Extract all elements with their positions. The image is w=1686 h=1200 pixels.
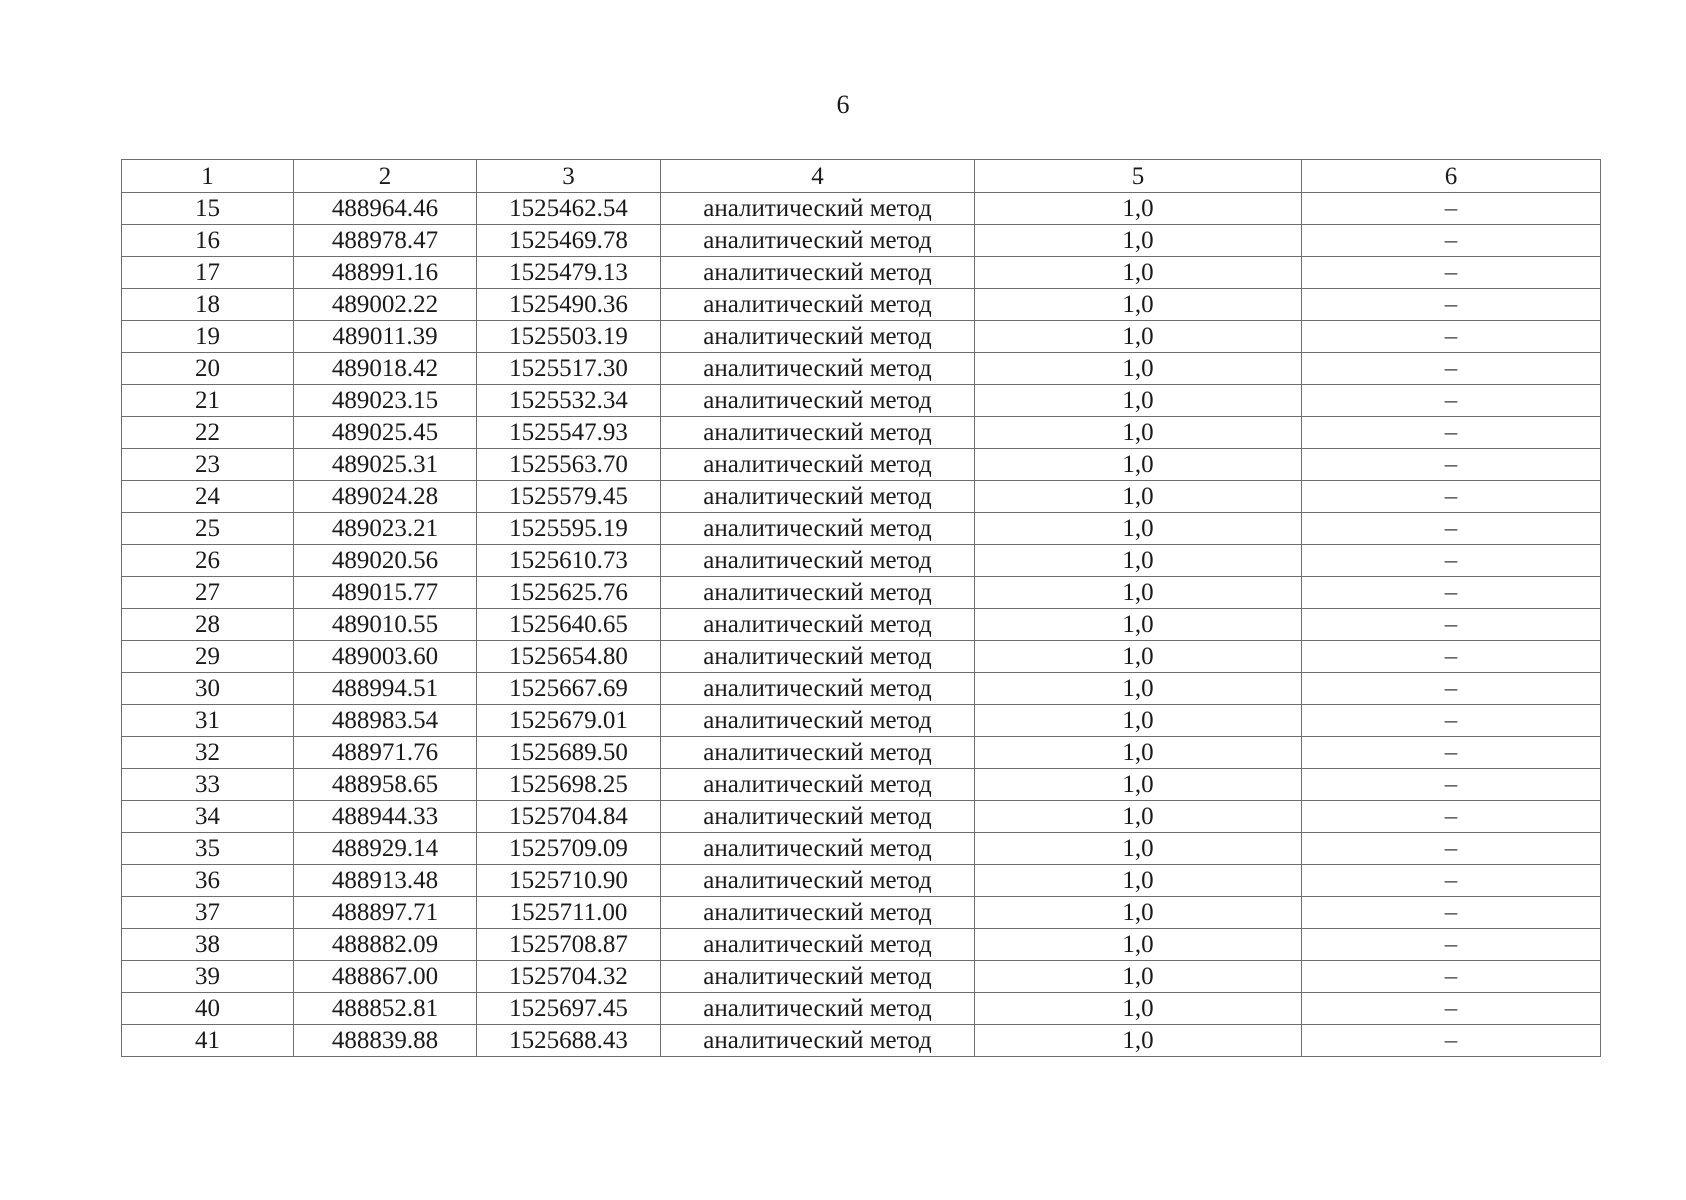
description-cell: –	[1302, 417, 1601, 449]
accuracy-cell: 1,0	[975, 321, 1302, 353]
accuracy-cell: 1,0	[975, 705, 1302, 737]
accuracy-cell: 1,0	[975, 225, 1302, 257]
accuracy-cell: 1,0	[975, 673, 1302, 705]
x-coordinate-cell: 489011.39	[294, 321, 477, 353]
x-coordinate-cell: 489025.31	[294, 449, 477, 481]
description-cell: –	[1302, 929, 1601, 961]
method-cell: аналитический метод	[661, 289, 975, 321]
point-number-cell: 28	[122, 609, 294, 641]
description-cell: –	[1302, 961, 1601, 993]
x-coordinate-cell: 488971.76	[294, 737, 477, 769]
method-cell: аналитический метод	[661, 321, 975, 353]
y-coordinate-cell: 1525698.25	[477, 769, 661, 801]
description-cell: –	[1302, 993, 1601, 1025]
x-coordinate-cell: 488944.33	[294, 801, 477, 833]
accuracy-cell: 1,0	[975, 417, 1302, 449]
x-coordinate-cell: 489024.28	[294, 481, 477, 513]
accuracy-cell: 1,0	[975, 865, 1302, 897]
x-coordinate-cell: 489018.42	[294, 353, 477, 385]
x-coordinate-cell: 489010.55	[294, 609, 477, 641]
table-row	[122, 225, 1601, 257]
accuracy-cell: 1,0	[975, 961, 1302, 993]
table-row	[122, 737, 1601, 769]
table-row	[122, 929, 1601, 961]
y-coordinate-cell: 1525503.19	[477, 321, 661, 353]
point-number-cell: 26	[122, 545, 294, 577]
table-row	[122, 897, 1601, 929]
x-coordinate-cell: 488978.47	[294, 225, 477, 257]
x-coordinate-cell: 488867.00	[294, 961, 477, 993]
method-cell: аналитический метод	[661, 705, 975, 737]
method-cell: аналитический метод	[661, 641, 975, 673]
method-cell: аналитический метод	[661, 193, 975, 225]
method-cell: аналитический метод	[661, 449, 975, 481]
point-number-cell: 32	[122, 737, 294, 769]
y-coordinate-cell: 1525610.73	[477, 545, 661, 577]
x-coordinate-cell: 488991.16	[294, 257, 477, 289]
method-cell: аналитический метод	[661, 1025, 975, 1057]
y-coordinate-cell: 1525640.65	[477, 609, 661, 641]
accuracy-cell: 1,0	[975, 993, 1302, 1025]
point-number-cell: 40	[122, 993, 294, 1025]
table-row	[122, 833, 1601, 865]
y-coordinate-cell: 1525704.32	[477, 961, 661, 993]
method-cell: аналитический метод	[661, 513, 975, 545]
x-coordinate-cell: 489023.15	[294, 385, 477, 417]
y-coordinate-cell: 1525654.80	[477, 641, 661, 673]
description-cell: –	[1302, 513, 1601, 545]
accuracy-cell: 1,0	[975, 449, 1302, 481]
x-coordinate-cell: 488852.81	[294, 993, 477, 1025]
accuracy-cell: 1,0	[975, 641, 1302, 673]
method-cell: аналитический метод	[661, 609, 975, 641]
accuracy-cell: 1,0	[975, 385, 1302, 417]
accuracy-cell: 1,0	[975, 801, 1302, 833]
accuracy-cell: 1,0	[975, 545, 1302, 577]
x-coordinate-cell: 489002.22	[294, 289, 477, 321]
y-coordinate-cell: 1525547.93	[477, 417, 661, 449]
table-row	[122, 641, 1601, 673]
description-cell: –	[1302, 705, 1601, 737]
accuracy-cell: 1,0	[975, 577, 1302, 609]
method-cell: аналитический метод	[661, 353, 975, 385]
y-coordinate-cell: 1525711.00	[477, 897, 661, 929]
description-cell: –	[1302, 193, 1601, 225]
table-body	[122, 193, 1601, 1057]
y-coordinate-cell: 1525595.19	[477, 513, 661, 545]
table-row	[122, 769, 1601, 801]
x-coordinate-cell: 489023.21	[294, 513, 477, 545]
y-coordinate-cell: 1525689.50	[477, 737, 661, 769]
x-coordinate-cell: 488913.48	[294, 865, 477, 897]
table-row	[122, 321, 1601, 353]
method-cell: аналитический метод	[661, 929, 975, 961]
y-coordinate-cell: 1525490.36	[477, 289, 661, 321]
table-row	[122, 257, 1601, 289]
description-cell: –	[1302, 353, 1601, 385]
description-cell: –	[1302, 641, 1601, 673]
column-header-3: 3	[477, 160, 661, 193]
column-header-5: 5	[975, 160, 1302, 193]
table-row	[122, 385, 1601, 417]
y-coordinate-cell: 1525709.09	[477, 833, 661, 865]
column-header-1: 1	[122, 160, 294, 193]
x-coordinate-cell: 489025.45	[294, 417, 477, 449]
table-row	[122, 417, 1601, 449]
point-number-cell: 24	[122, 481, 294, 513]
point-number-cell: 35	[122, 833, 294, 865]
accuracy-cell: 1,0	[975, 609, 1302, 641]
description-cell: –	[1302, 801, 1601, 833]
x-coordinate-cell: 489015.77	[294, 577, 477, 609]
y-coordinate-cell: 1525579.45	[477, 481, 661, 513]
y-coordinate-cell: 1525708.87	[477, 929, 661, 961]
method-cell: аналитический метод	[661, 577, 975, 609]
description-cell: –	[1302, 385, 1601, 417]
description-cell: –	[1302, 289, 1601, 321]
table-row	[122, 513, 1601, 545]
point-number-cell: 29	[122, 641, 294, 673]
accuracy-cell: 1,0	[975, 481, 1302, 513]
point-number-cell: 21	[122, 385, 294, 417]
y-coordinate-cell: 1525697.45	[477, 993, 661, 1025]
column-header-4: 4	[661, 160, 975, 193]
x-coordinate-cell: 488994.51	[294, 673, 477, 705]
point-number-cell: 15	[122, 193, 294, 225]
table-row	[122, 1025, 1601, 1057]
method-cell: аналитический метод	[661, 673, 975, 705]
column-header-6: 6	[1302, 160, 1601, 193]
accuracy-cell: 1,0	[975, 289, 1302, 321]
point-number-cell: 36	[122, 865, 294, 897]
coordinates-table	[121, 159, 1601, 1057]
x-coordinate-cell: 488983.54	[294, 705, 477, 737]
x-coordinate-cell: 488964.46	[294, 193, 477, 225]
table-row	[122, 673, 1601, 705]
page-number: 6	[836, 90, 850, 119]
method-cell: аналитический метод	[661, 897, 975, 929]
x-coordinate-cell: 489003.60	[294, 641, 477, 673]
method-cell: аналитический метод	[661, 769, 975, 801]
x-coordinate-cell: 488897.71	[294, 897, 477, 929]
description-cell: –	[1302, 449, 1601, 481]
point-number-cell: 39	[122, 961, 294, 993]
point-number-cell: 22	[122, 417, 294, 449]
point-number-cell: 16	[122, 225, 294, 257]
table-row	[122, 193, 1601, 225]
y-coordinate-cell: 1525679.01	[477, 705, 661, 737]
point-number-cell: 31	[122, 705, 294, 737]
table-row	[122, 609, 1601, 641]
method-cell: аналитический метод	[661, 801, 975, 833]
table-row	[122, 961, 1601, 993]
table-row	[122, 353, 1601, 385]
accuracy-cell: 1,0	[975, 769, 1302, 801]
y-coordinate-cell: 1525517.30	[477, 353, 661, 385]
table-row	[122, 577, 1601, 609]
accuracy-cell: 1,0	[975, 513, 1302, 545]
description-cell: –	[1302, 737, 1601, 769]
y-coordinate-cell: 1525710.90	[477, 865, 661, 897]
table-header-row	[122, 160, 1601, 193]
point-number-cell: 37	[122, 897, 294, 929]
x-coordinate-cell: 488958.65	[294, 769, 477, 801]
point-number-cell: 25	[122, 513, 294, 545]
accuracy-cell: 1,0	[975, 353, 1302, 385]
accuracy-cell: 1,0	[975, 833, 1302, 865]
point-number-cell: 33	[122, 769, 294, 801]
description-cell: –	[1302, 833, 1601, 865]
description-cell: –	[1302, 1025, 1601, 1057]
method-cell: аналитический метод	[661, 225, 975, 257]
method-cell: аналитический метод	[661, 257, 975, 289]
y-coordinate-cell: 1525469.78	[477, 225, 661, 257]
method-cell: аналитический метод	[661, 865, 975, 897]
y-coordinate-cell: 1525563.70	[477, 449, 661, 481]
method-cell: аналитический метод	[661, 961, 975, 993]
method-cell: аналитический метод	[661, 993, 975, 1025]
accuracy-cell: 1,0	[975, 897, 1302, 929]
x-coordinate-cell: 488929.14	[294, 833, 477, 865]
x-coordinate-cell: 488839.88	[294, 1025, 477, 1057]
description-cell: –	[1302, 769, 1601, 801]
point-number-cell: 19	[122, 321, 294, 353]
point-number-cell: 38	[122, 929, 294, 961]
y-coordinate-cell: 1525479.13	[477, 257, 661, 289]
table-row	[122, 449, 1601, 481]
table-row	[122, 865, 1601, 897]
table-row	[122, 289, 1601, 321]
accuracy-cell: 1,0	[975, 737, 1302, 769]
accuracy-cell: 1,0	[975, 1025, 1302, 1057]
accuracy-cell: 1,0	[975, 257, 1302, 289]
description-cell: –	[1302, 225, 1601, 257]
description-cell: –	[1302, 897, 1601, 929]
method-cell: аналитический метод	[661, 545, 975, 577]
point-number-cell: 34	[122, 801, 294, 833]
table-row	[122, 481, 1601, 513]
accuracy-cell: 1,0	[975, 193, 1302, 225]
description-cell: –	[1302, 545, 1601, 577]
method-cell: аналитический метод	[661, 417, 975, 449]
y-coordinate-cell: 1525532.34	[477, 385, 661, 417]
x-coordinate-cell: 489020.56	[294, 545, 477, 577]
point-number-cell: 20	[122, 353, 294, 385]
table-row	[122, 705, 1601, 737]
method-cell: аналитический метод	[661, 833, 975, 865]
method-cell: аналитический метод	[661, 481, 975, 513]
method-cell: аналитический метод	[661, 737, 975, 769]
point-number-cell: 17	[122, 257, 294, 289]
description-cell: –	[1302, 609, 1601, 641]
point-number-cell: 30	[122, 673, 294, 705]
y-coordinate-cell: 1525667.69	[477, 673, 661, 705]
table-row	[122, 545, 1601, 577]
accuracy-cell: 1,0	[975, 929, 1302, 961]
description-cell: –	[1302, 577, 1601, 609]
y-coordinate-cell: 1525704.84	[477, 801, 661, 833]
point-number-cell: 23	[122, 449, 294, 481]
point-number-cell: 27	[122, 577, 294, 609]
y-coordinate-cell: 1525688.43	[477, 1025, 661, 1057]
y-coordinate-cell: 1525462.54	[477, 193, 661, 225]
point-number-cell: 18	[122, 289, 294, 321]
y-coordinate-cell: 1525625.76	[477, 577, 661, 609]
point-number-cell: 41	[122, 1025, 294, 1057]
table-row	[122, 993, 1601, 1025]
description-cell: –	[1302, 257, 1601, 289]
column-header-2: 2	[294, 160, 477, 193]
description-cell: –	[1302, 321, 1601, 353]
description-cell: –	[1302, 673, 1601, 705]
description-cell: –	[1302, 481, 1601, 513]
table-row	[122, 801, 1601, 833]
method-cell: аналитический метод	[661, 385, 975, 417]
description-cell: –	[1302, 865, 1601, 897]
x-coordinate-cell: 488882.09	[294, 929, 477, 961]
